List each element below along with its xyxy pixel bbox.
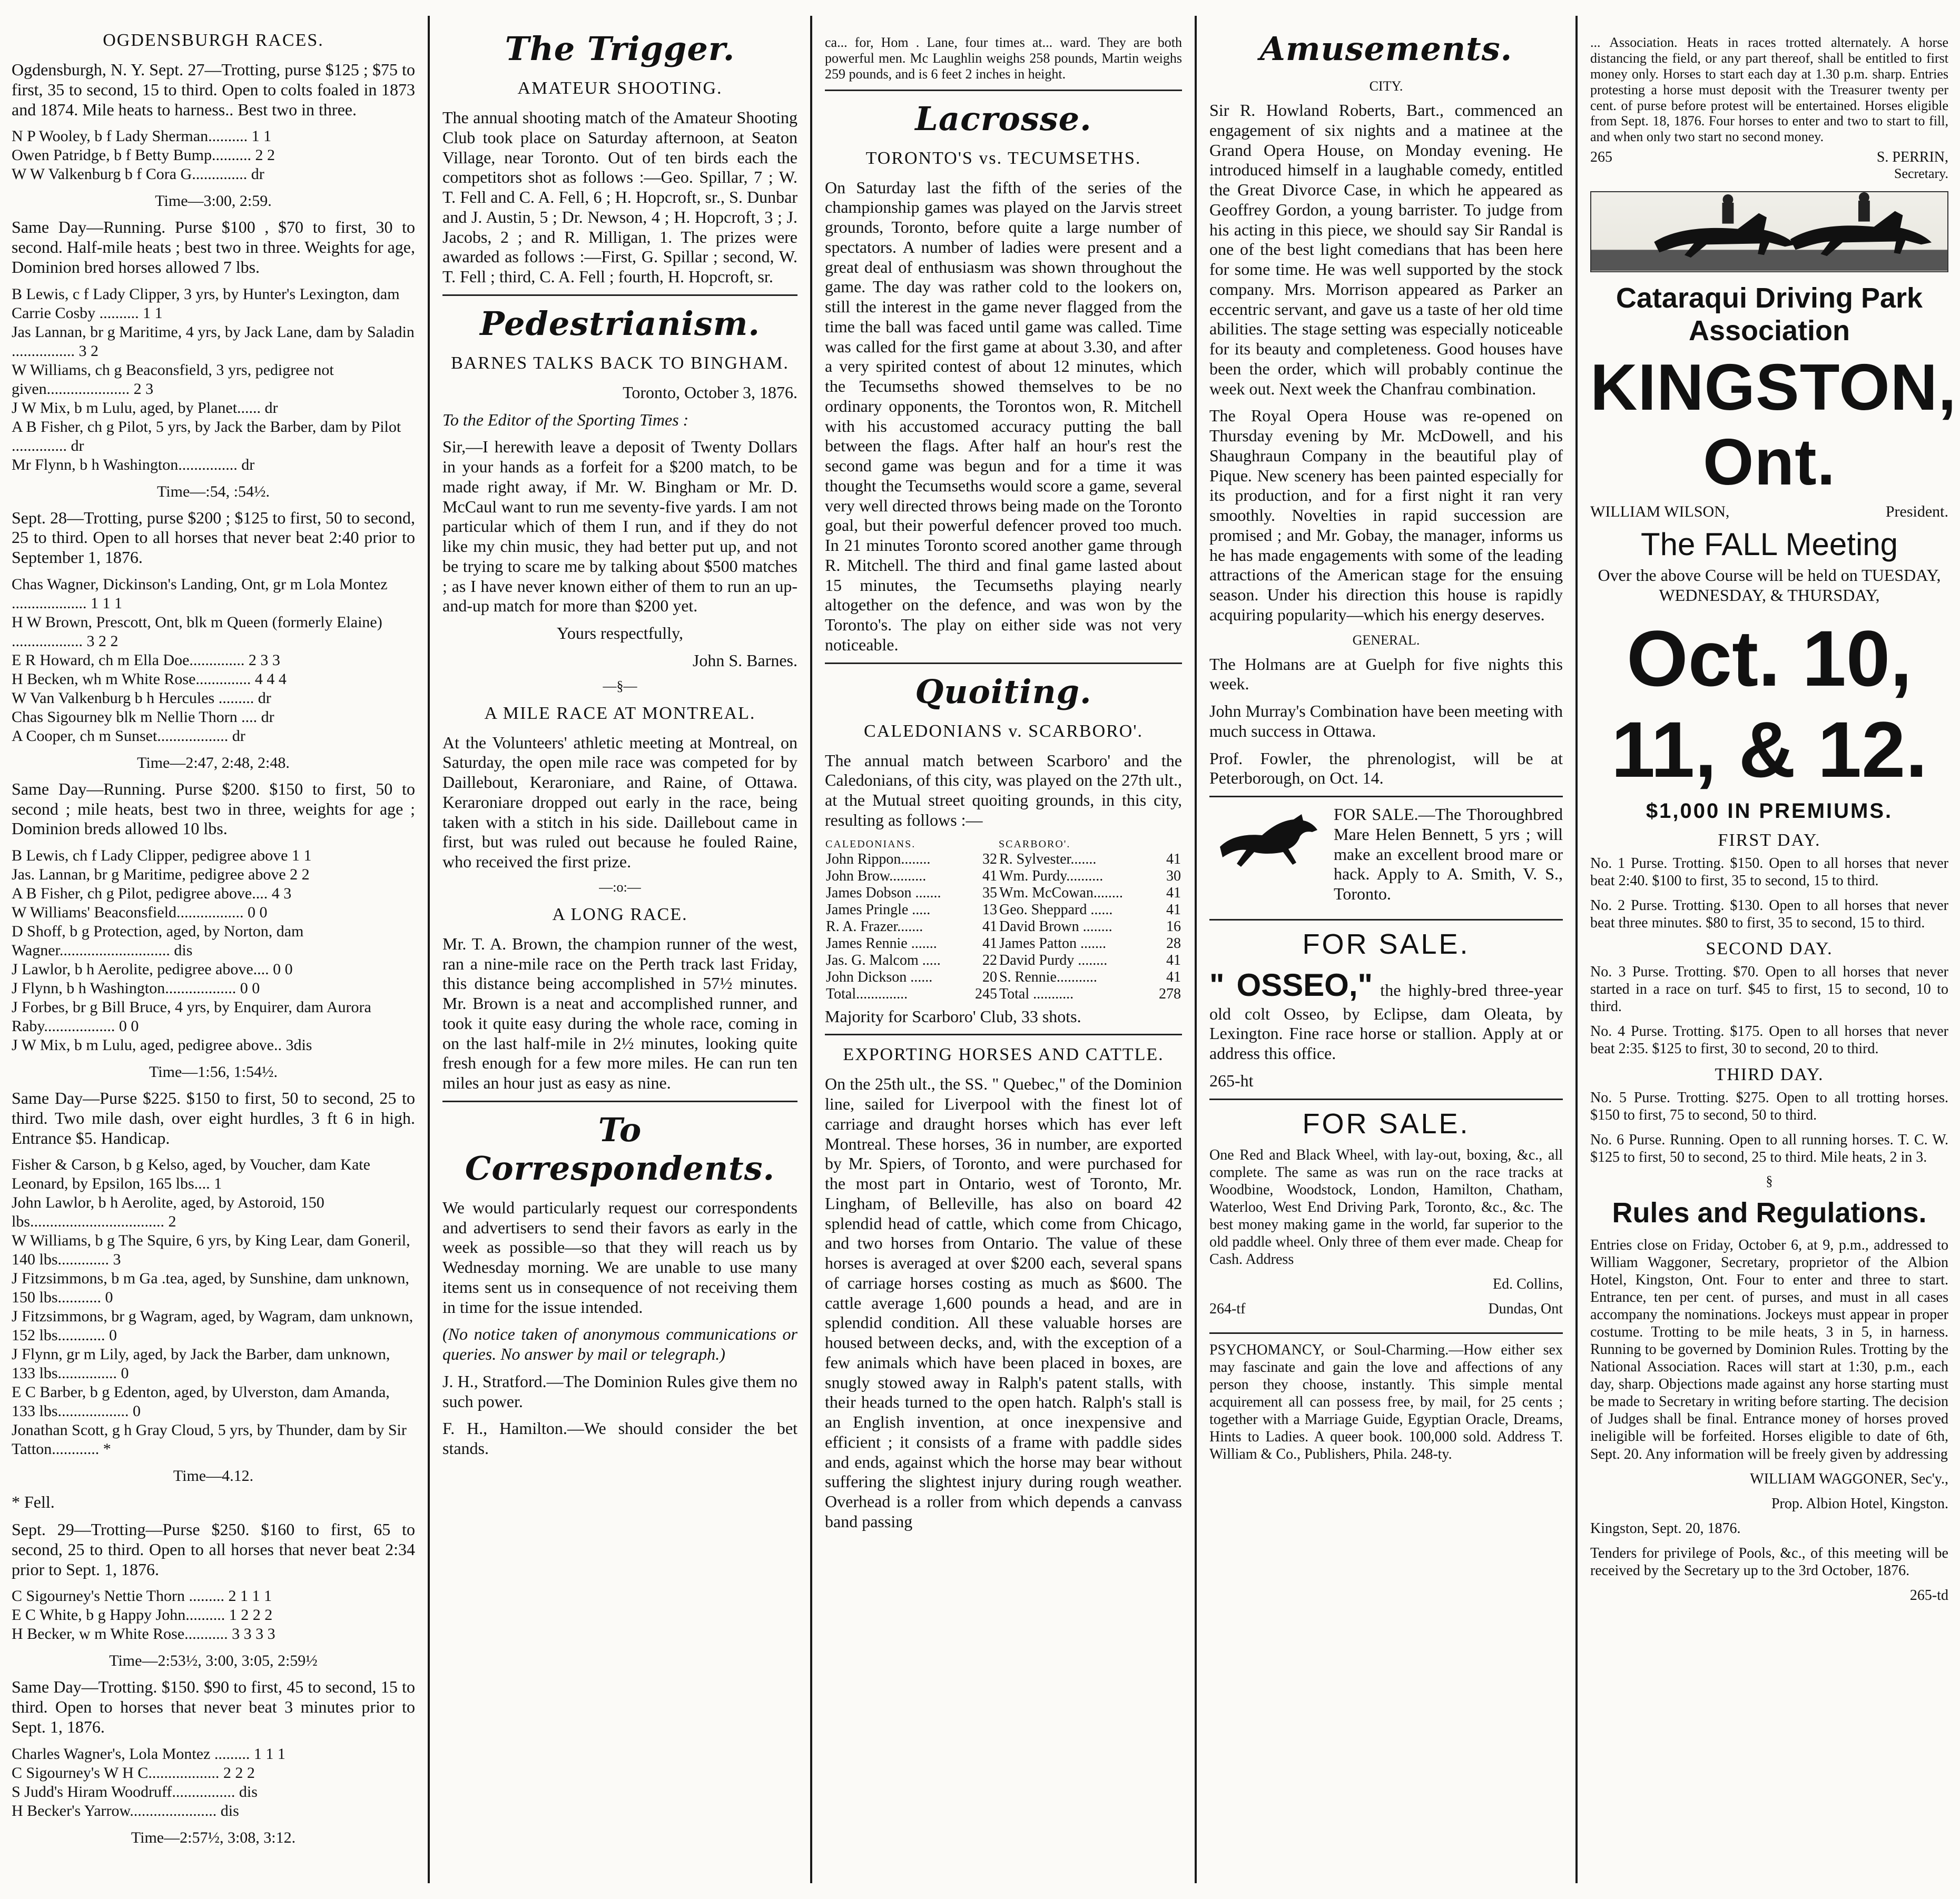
meeting-title: The FALL Meeting [1640,527,1898,562]
section-title-lacrosse: Lacrosse. [915,99,1092,138]
entry-row: John Lawlor, b h Aerolite, aged, by Astoroid, 150 lbs.................................. 2 [12,1194,324,1231]
article-body: We would particularly request our correspondents and advertisers to send their favors as early in the week as possible—so that they will reach us by Wednesday morning. We are unable to use many items sent us in consequence of not receiving them in time for the issue intended. [442,1198,797,1317]
total-label: Total ........... [999,985,1074,1002]
player-score: 41 [982,867,997,884]
entry-row: W Williams' Beaconsfield................. 0 0 [12,904,268,921]
table-row [825,935,1182,952]
race-entries [12,575,415,746]
day-heading: SECOND DAY. [1706,938,1833,958]
section-title-pedestrianism: Pedestrianism. [480,304,760,343]
ad-text: PSYCHOMANCY, or Soul-Charming.—How either sex may fascinate and gain the love and affections of any person they choose, instantly. This simple mental acquirement all can possess free, by mail, for 25 cents ; together with a Marriage Guide, Egyptian Oracle, Dreams, Hints to Ladies. A queer book. 100,000 sold. Address T. William & Co., Publishers, Phila. 248-ty. [1209,1341,1563,1463]
article-body: On Saturday last the fifth of the series of the championship games was played on the Jarvis street grounds, Toronto, before quite a large number of spectators. A number of ladies were present and a great deal of enthusiasm was shown throughout the game. The day was rather cold to the lookers on, still the interest in the game never flagged from the time the ball was faced until game was called. Time was called for the first game at about 3.30, and after a very spirited contest of about 12 minutes, which the Tecumseths showed themselves to be no ordinary opponents, the Torontos won, R. Mitchell with his accustomed accuracy putting the ball between the flags. After half an hour's rest the second game was begun and for a time it was thought the Tecumseths would score a game, several very well directed throws being made on the Toronto goal, but their powerful defencer proved too much. In 21 minutes Toronto scored another game through R. Mitchell. The third and final game lasted about 15 minutes, the Tecumseths playing nearly altogether on the defence, and was won by the Toronto's. The play on either side was not very noticeable. [825,177,1182,654]
section-title-trigger: The Trigger. [505,29,735,68]
player-name: Wm. Purdy.......... [999,867,1104,884]
entry-row: J Lawlor, b h Aerolite, pedigree above.... 0 0 [12,961,293,978]
purse-item: No. 6 Purse. Running. Open to all running horses. T. C. W. $125 to first, 50 to second, 25 to third. Mile heats, 2 in 3. [1590,1132,1948,1166]
entry-row: A Cooper, ch m Sunset.................. dr [12,727,245,745]
column-trigger-pedestrianism [431,21,809,1878]
divider [1209,796,1563,797]
continued-text: ca... for, Hom . Lane, four times at... ward. They are both powerful men. Mc Laughlin weighs 258 pounds, Martin weighs 259 pounds, and is 6 feet 2 inches in height. [825,35,1182,82]
city-name: KINGSTON, Ont. [1590,351,1957,499]
player-name: John Rippon........ [826,850,931,867]
ad-signature: Ed. Collins, [1492,1275,1563,1292]
news-item: John Murray's Combination have been meeting with much success in Ottawa. [1209,701,1563,740]
player-score: 32 [982,850,997,867]
ad-reference: 265 [1590,149,1612,166]
ad-signature-title: Secretary. [1894,166,1948,182]
divider [1209,1099,1563,1100]
meeting-dates: Oct. 10, 11, & 12. [1611,614,1928,794]
entry-row: Chas Sigourney blk m Nellie Thorn .... dr [12,708,274,726]
player-score: 41 [1166,952,1181,968]
player-score: 22 [982,952,997,968]
player-name: James Rennie ....... [826,935,937,952]
reply: F. H., Hamilton.—We should consider the bet stands. [442,1419,797,1458]
divider [825,662,1182,664]
article-body: Sir,—I herewith leave a deposit of Twenty Dollars in your hands as a forfeit for a $200 match, to be made right away, if Mr. W. Bingham or Mr. D. McCaul want to run me seventy-five yards. I am not particular which of them I run, and if they do not like my chin music, they had better put up, and not be trying to scare me by talking about $500 matches ; as I have never known either of them to run an up-and-up match for more than $200 yet. [442,437,797,616]
majority-note: Majority for Scarboro' Club, 33 shots. [825,1006,1081,1026]
trotting-horses-icon [1591,192,1947,271]
ad-footer [1590,149,1948,166]
player-score: 41 [1166,901,1181,918]
entry-row: Mr Flynn, b h Washington............... dr [12,456,255,473]
section-ornament: —§— [603,678,637,694]
player-name: David Purdy ........ [999,952,1108,968]
entry-row: Chas Wagner, Dickinson's Landing, Ont, gr m Lola Montez ................... 1 1 1 [12,575,388,612]
ad-place: Dundas, Ont [1488,1300,1563,1317]
ad-reference: 264-tf [1209,1300,1246,1317]
player-score: 30 [1166,867,1181,884]
article-heading: CALEDONIANS v. SCARBORO'. [864,721,1143,741]
player-score: 41 [982,935,997,952]
entry-row: J Forbes, br g Bill Bruce, 4 yrs, by Enquirer, dam Aurora Raby.................. 0 0 [12,998,371,1035]
player-score: 35 [982,884,997,901]
player-name: Geo. Sheppard ...... [999,901,1113,918]
article-body: The Royal Opera House was re-opened on Thursday evening by Mr. McDowell, and his Shaughraun Company in the beautiful play of Pique. New scenery has been painted especially for its production, and for a first night it ran very smoothly. Novelties in rapid succession are promised ; and Mr. Gobay, the manager, informs us he has made engagements with some of the leading attractions of the American stage for the ensuing season. Under his direction this house is rapidly acquiring popularity—which his energy deserves. [1209,406,1563,624]
player-score: 41 [1166,968,1181,985]
race-time: Time—1:56, 1:54½. [149,1063,278,1081]
tenders-notice: Tenders for privilege of Pools, &c., of this meeting will be received by the Secretary up to the 3rd October, 1876. [1590,1545,1948,1579]
table-row [825,918,1182,935]
day-heading: FIRST DAY. [1718,830,1821,850]
section-heading: OGDENSBURGH RACES. [103,31,324,50]
horse-name: " OSSEO," [1209,967,1373,1003]
total-label: Total.............. [826,985,908,1002]
entry-row: J Fitzsimmons, br g Wagram, aged, by Wagram, dam unknown, 152 lbs............ 0 [12,1308,413,1344]
rules-text: Entries close on Friday, October 6, at 9, p.m., addressed to William Waggoner, Secretary, proprietor of the Albion Hotel, Kingston, Ont. Four to enter and three to start. Entrance, ten per cent. of purses, and must in all cases accompany the nominations. Jockeys must appear in proper costume. Trotting to be mile heats, 3 in 5, in harness. Running to be governed by Dominion Rules. Trotting by the National Association. Races will start at 1:30, p.m., each day, sharp. Objections made against any horse starting must be made to Secretary in writing before starting. The decision of Judges shall be final. Entrance money of horses proved ineligible will be forfeited. Horses eligible to date of 6th, Sept. 20. Any information will be freely given by addressing [1590,1237,1948,1462]
player-score: 41 [1166,884,1181,901]
entry-row: H W Brown, Prescott, Ont, blk m Queen (formerly Elaine) .................. 3 2 2 [12,613,382,650]
divider [1209,919,1563,921]
column-header: SCARBORO'. [998,838,1071,850]
signature-name: WILLIAM WAGGONER, Sec'y., [1750,1470,1948,1487]
ad-text: One Red and Black Wheel, with lay-out, boxing, &c., all complete. The same as was run on the race tracks at Woodbine, Woodstock, London, Hamilton, Chatham, Waterloo, West End Driving Park, Toronto, &c., &c. The best money making game in the world, far superior to the old paddle wheel. Only three of them ever made. Cheap for Cash. Address [1209,1146,1563,1268]
president-name: WILLIAM WILSON, [1590,503,1730,521]
column-rule [1195,16,1197,1883]
player-name: James Patton ....... [999,935,1106,952]
racing-engraving [1590,191,1948,272]
entry-row: Jas Lannan, br g Maritime, 4 yrs, by Jack Lane, dam by Saladin ................ 3 2 [12,323,415,360]
ad-text: FOR SALE.—The Thoroughbred Mare Helen Bennett, 5 yrs ; will make an excellent brood mare or hack. Apply to A. Smith, V. S., Toronto. [1334,805,1563,903]
article-body: On the 25th ult., the SS. " Quebec," of the Dominion line, sailed for Liverpool with the finest lot of carriage and draught horses which has ever left Montreal. These horses, 36 in number, are exported by Mr. Spiers, of Toronto, and were purchased for the most part in Ontario, west of Toronto, Mr. Lingham, of Belleville, has also on board 42 splendid head of cattle, which come from Chicago, and two horses from Ontario. The value of these horses is averaged at over $200 each, several spans of carriage horses costing as much as $600. The cattle average 1,600 pounds a head, and are in splendid condition. All these valuable horses are housed between decks, and, with the exception of a few animals which have been placed in boxes, are snugly stowed away in Ralph's patent stalls, with their heads turned to the open hatch. Ralph's stall is an English invention, at once inexpensive and efficient ; it consists of a frame with paddle sides and ends, against which the horse may bear without suffering the slightest injury during rough weather. Overhead is a roller from which depends a canvass band passing [825,1074,1182,1531]
column-rule [810,16,812,1883]
entry-row: Owen Patridge, b f Betty Bump.......... 2 2 [12,146,275,164]
column-amusements [1198,21,1574,1878]
mare-for-sale-ad [1209,805,1563,912]
player-score: 20 [982,968,997,985]
section-ornament: —:o:— [599,879,641,895]
entry-row: A B Fisher, ch g Pilot, pedigree above.... 4 3 [12,885,292,902]
player-score: 16 [1166,918,1181,935]
race-time: Time—2:53½, 3:00, 3:05, 2:59½ [109,1652,318,1670]
reply: J. H., Stratford.—The Dominion Rules give them no such power. [442,1371,797,1411]
player-score: 41 [1166,850,1181,867]
dateline: Toronto, October 3, 1876. [623,382,797,402]
article-heading: AMATEUR SHOOTING. [517,78,723,98]
divider [442,1101,797,1102]
race-entries [12,285,415,474]
osseo-ad [1209,967,1563,1064]
entry-row: Jonathan Scott, g h Gray Cloud, 5 yrs, by Thunder, dam by Sir Tatton............ * [12,1421,407,1458]
total-value: 278 [1159,985,1181,1002]
total-value: 245 [974,985,997,1002]
race-time: Time—:54, :54½. [157,482,270,500]
ad-heading: FOR SALE. [1302,1107,1470,1140]
purse-item: No. 5 Purse. Trotting. $275. Open to all trotting horses. $150 to first, 75 to second, 50 to third. [1590,1090,1948,1124]
race-intro: Same Day—Running. Purse $200. $150 to first, 50 to second ; mile heats, best two in three, weights for age ; Dominion breds allowed 10 lbs. [12,779,415,838]
ad-reference: 265-td [1909,1587,1948,1604]
entry-row: J Flynn, gr m Lily, aged, by Jack the Barber, dam unknown, 133 lbs............... 0 [12,1346,390,1382]
signature-date: Kingston, Sept. 20, 1876. [1590,1520,1741,1537]
entry-row: J Flynn, b h Washington.................. 0 0 [12,980,260,997]
race-entries [12,846,415,1055]
table-row [825,885,1182,902]
column-rule [1575,16,1578,1883]
article-body: Sir R. Howland Roberts, Bart., commenced an engagement of six nights and a matinee at the Grand Opera House, on Monday evening. He introduced himself in a laughable comedy, entitled the Great Divorce Case, in which he appeared as Geoffrey Gordon, a young barrister. To judge from his acting in this piece, we should say Sir Randal is one of the best light comedians that has been here for some time. He was well supported by the stock company. Mrs. Morrison appeared as Parker an eccentric servant, and gave us a taste of her old time abilities. The stage setting was especially noticeable for its beauty and completeness. Good houses have been the order, which will probably continue the week out. Next week the Chanfrau combination. [1209,101,1563,398]
letter-close: Yours respectfully, [557,624,683,642]
association-name: Cataraqui Driving Park Association [1616,282,1923,347]
divider [1209,1332,1563,1334]
table-header-row [825,838,1182,851]
race-time: Time—2:47, 2:48, 2:48. [137,754,290,772]
article-body: At the Volunteers' athletic meeting at Montreal, on Saturday, the open mile race was competed for by Daillebout, Keraroniare, and Raine, of Ottawa. Keraroniare dropped out early in the race, being taken with a stitch in his side. Daillebout came in first, but was ruled out because he fouled Raine, who received the first prize. [442,733,797,871]
column-lacrosse-quoiting [813,21,1194,1878]
entry-row: Jas. Lannan, br g Maritime, pedigree above 2 2 [12,866,310,883]
entry-row: J Fitzsimmons, b m Ga .tea, aged, by Sunshine, dam unknown, 150 lbs........... 0 [12,1270,409,1307]
player-name: David Brown ........ [999,918,1112,935]
entry-row: W Williams, ch g Beaconsfield, 3 yrs, pedigree not given..................... 2 3 [12,361,334,398]
ad-signature: S. PERRIN, [1876,149,1948,166]
letter-signature: John S. Barnes. [692,650,797,670]
divider [442,294,797,296]
race-intro: Same Day—Running. Purse $100 , $70 to first, 30 to second. Half-mile heats ; best two in three. Weights for age, Dominion bred horses allowed 7 lbs. [12,217,415,276]
column-rule [428,16,430,1883]
entry-row: C Sigourney's Nettie Thorn ......... 2 1 1 1 [12,1587,272,1605]
entry-row: W Van Valkenburg b h Hercules ......... dr [12,689,271,707]
divider [825,1034,1182,1035]
race-intro: Sept. 28—Trotting, purse $200 ; $125 to first, 50 to second, 25 to third. Open to all horses that never beat 2:40 prior to September 1, 1876. [12,508,415,567]
race-intro: Sept. 29—Trotting—Purse $250. $160 to first, 65 to second, 25 to third. Open to all horses that never beat 2:34 prior to Sept. 1, 1876. [12,1520,415,1579]
player-name: James Pringle ..... [826,901,931,918]
race-intro: Same Day—Purse $225. $150 to first, 50 to second, 25 to third. Two mile dash, over eight hurdles, 3 ft 6 in high. Entrance $5. Handicap. [12,1089,415,1148]
news-item: The Holmans are at Guelph for five nights this week. [1209,654,1563,694]
purse-item: No. 4 Purse. Trotting. $175. Open to all horses that never beat 2:35. $125 to first, 30 to second, 20 to third. [1590,1023,1948,1057]
entry-row: C Sigourney's W H C.................. 2 2 2 [12,1764,255,1782]
column-header: CALEDONIANS. [825,838,916,850]
race-intro: Same Day—Trotting. $150. $90 to first, 45 to second, 15 to third. Open to horses that never beat 3 minutes prior to Sept. 1, 1876. [12,1677,415,1736]
player-name: Jas. G. Malcom ..... [826,952,941,968]
article-body: Mr. T. A. Brown, the champion runner of the west, ran a nine-mile race on the Perth track last Friday, this distance being accomplished in 57½ minutes. Mr. Brown is a neat and accomplished runner, and took it quite easy during the whole race, coming in on the last half-mile in 2½ minutes, looking quite fresh enough for a few more miles. He can run ten miles an hour just as easy as nine. [442,934,797,1092]
column-ogdensburgh-races [0,21,427,1878]
section-title-quoiting: Quoiting. [915,672,1092,711]
entry-row: E C Barber, b g Edenton, aged, by Ulverston, dam Amanda, 133 lbs.................. 0 [12,1383,390,1420]
entry-row: Charles Wagner's, Lola Montez ......... 1 1 1 [12,1745,285,1763]
entry-row: H Becken, wh m White Rose.............. 4 4 4 [12,670,287,688]
footnote: * Fell. [12,1492,55,1512]
entry-row: E R Howard, ch m Ella Doe.............. 2 3 3 [12,651,280,669]
section-ornament: § [1766,1173,1773,1189]
article-heading: A LONG RACE. [552,904,688,924]
column-kingston-meeting [1579,21,1960,1878]
meeting-subtitle: Over the above Course will be held on TUESDAY, WEDNESDAY, & THURSDAY, [1598,566,1941,605]
entry-row: H Becker, w m White Rose........... 3 3 3 3 [12,1625,275,1643]
player-name: S. Rennie........... [999,968,1097,985]
player-name: R. A. Frazer....... [826,918,923,935]
race-time: Time—3:00, 2:59. [155,192,272,210]
entry-row: E C White, b g Happy John.......... 1 2 2 2 [12,1606,273,1624]
sub-heading: GENERAL. [1352,632,1420,648]
entry-row: W Williams, b g The Squire, 6 yrs, by King Lear, dam Goneril, 140 lbs............. 3 [12,1232,410,1269]
race-entries [12,1155,415,1459]
purse-item: No. 1 Purse. Trotting. $150. Open to all horses that never beat 2:40. $100 to first, 35 to second, 15 to third. [1590,855,1948,889]
purse-item: No. 3 Purse. Trotting. $70. Open to all horses that never started in a race on turf. $45 to first, 15 to second, 10 to third. [1590,963,1948,1015]
article-heading: TORONTO'S vs. TECUMSETHS. [865,148,1141,168]
article-heading: A MILE RACE AT MONTREAL. [484,703,756,723]
article-body: The annual match between Scarboro' and the Caledonians, of this city, was played on the 27th ult., at the Mutual street quoiting grounds, in this city, resulting as follows :— [825,750,1182,829]
continued-text: ... Association. Heats in races trotted alternately. A horse distancing the field, or any part thereof, shall be entitled to first money only. Horses to start each day at 1.30 p.m. sharp. Entries protesting a horse must deposit with the Treasurer twenty per cent. of purse before protest will be entertained. Horses eligible from Sept. 18, 1876. Four horses to enter and two to start to fill, and when only two start no second money. [1590,35,1948,145]
ad-reference: 265-ht [1209,1071,1254,1090]
player-name: James Dobson ....... [826,884,941,901]
table-row [825,851,1182,868]
entry-row: N P Wooley, b f Lady Sherman.......... 1 1 [12,127,272,145]
table-row [825,902,1182,918]
section-title-correspondents: To Correspondents. [465,1110,775,1188]
salutation: To the Editor of the Sporting Times : [442,410,689,429]
news-item: Prof. Fowler, the phrenologist, will be at Peterborough, on Oct. 14. [1209,748,1563,788]
race-entries [12,1745,415,1821]
ad-footer [1209,1300,1563,1325]
entry-row: J W Mix, b m Lulu, aged, by Planet...... dr [12,399,278,417]
player-score: 28 [1166,935,1181,952]
race-intro: Ogdensburgh, N. Y. Sept. 27—Trotting, purse $125 ; $75 to first, 35 to second, 15 to third. Open to colts foaled in 1873 and 1874. Mile heats to harness.. Best two in three. [12,60,415,119]
entry-row: B Lewis, c f Lady Clipper, 3 yrs, by Hunter's Lexington, dam Carrie Cosby .......... 1 1 [12,285,400,322]
table-total-row [825,986,1182,1003]
purse-item: No. 2 Purse. Trotting. $130. Open to all horses that never beat three minutes. $80 to first, 35 to second, 15 to third. [1590,897,1948,931]
premiums-banner: $1,000 IN PREMIUMS. [1646,799,1893,823]
race-entries [12,1587,415,1644]
race-time: Time—4.12. [173,1467,254,1485]
article-body: The annual shooting match of the Amateur Shooting Club took place on Saturday afternoon, at Seaton Village, near Toronto. Out of ten birds each the competitors shot as follows :—Geo. Spillar, 7 ; W. T. Fell and C. A. Fell, 6 ; H. Hopcroft, sr., S. Dunbar and J. Austin, 5 ; Dr. Newson, 4 ; H. Hopcroft, 3 ; J. Jacobs, 2 ; and R. Milligan, 1. The prizes were awarded as follows :—First, G. Spillar ; second, W. T. Fell ; third, C. A. Fell ; fourth, H. Hopcroft, sr. [442,108,797,286]
player-score: 41 [982,918,997,935]
player-name: John Dickson ...... [826,968,933,985]
entry-row: H Becker's Yarrow...................... dis [12,1802,239,1819]
sub-heading: CITY. [1369,78,1403,94]
race-time: Time—2:57½, 3:08, 3:12. [131,1828,296,1846]
ad-text: the highly-bred three-year old colt Osseo, by Eclipse, dam Oleata, by Lexington. Fine race horse or stallion. Apply at or address this office. [1209,980,1563,1063]
entry-row: D Shoff, b g Protection, aged, by Norton, dam Wagner............................ dis [12,923,304,959]
table-row [825,969,1182,986]
player-name: Wm. McCowan........ [999,884,1123,901]
rules-heading: Rules and Regulations. [1612,1197,1927,1229]
president-title: President. [1885,503,1948,521]
entry-row: W W Valkenburg b f Cora G.............. dr [12,165,264,183]
entry-row: B Lewis, ch f Lady Clipper, pedigree above 1 1 [12,847,312,864]
article-heading: BARNES TALKS BACK TO BINGHAM. [451,353,789,373]
table-row [825,868,1182,885]
player-score: 13 [982,901,997,918]
race-entries [12,127,415,184]
player-name: R. Sylvester....... [999,850,1097,867]
day-heading: THIRD DAY. [1715,1065,1824,1085]
entry-row: Fisher & Carson, b g Kelso, aged, by Voucher, dam Kate Leonard, by Epsilon, 165 lbs.... 1 [12,1156,370,1193]
entry-row: A B Fisher, ch g Pilot, 5 yrs, by Jack the Barber, dam by Pilot .............. dr [12,418,401,454]
president-line [1590,503,1948,521]
entry-row: S Judd's Hiram Woodruff................ dis [12,1783,258,1801]
table-row [825,952,1182,969]
running-horse-icon [1209,805,1325,878]
ad-heading: FOR SALE. [1302,928,1470,960]
divider [825,90,1182,91]
section-title-amusements: Amusements. [1259,29,1513,68]
signature-address: Prop. Albion Hotel, Kingston. [1771,1495,1948,1512]
article-heading: EXPORTING HORSES AND CATTLE. [843,1045,1164,1065]
notice: (No notice taken of anonymous communications or queries. No answer by mail or telegraph.) [442,1324,797,1363]
player-name: John Brow.......... [826,867,927,884]
quoiting-score-table [825,838,1182,1003]
entry-row: J W Mix, b m Lulu, aged, pedigree above.. 3dis [12,1036,312,1054]
